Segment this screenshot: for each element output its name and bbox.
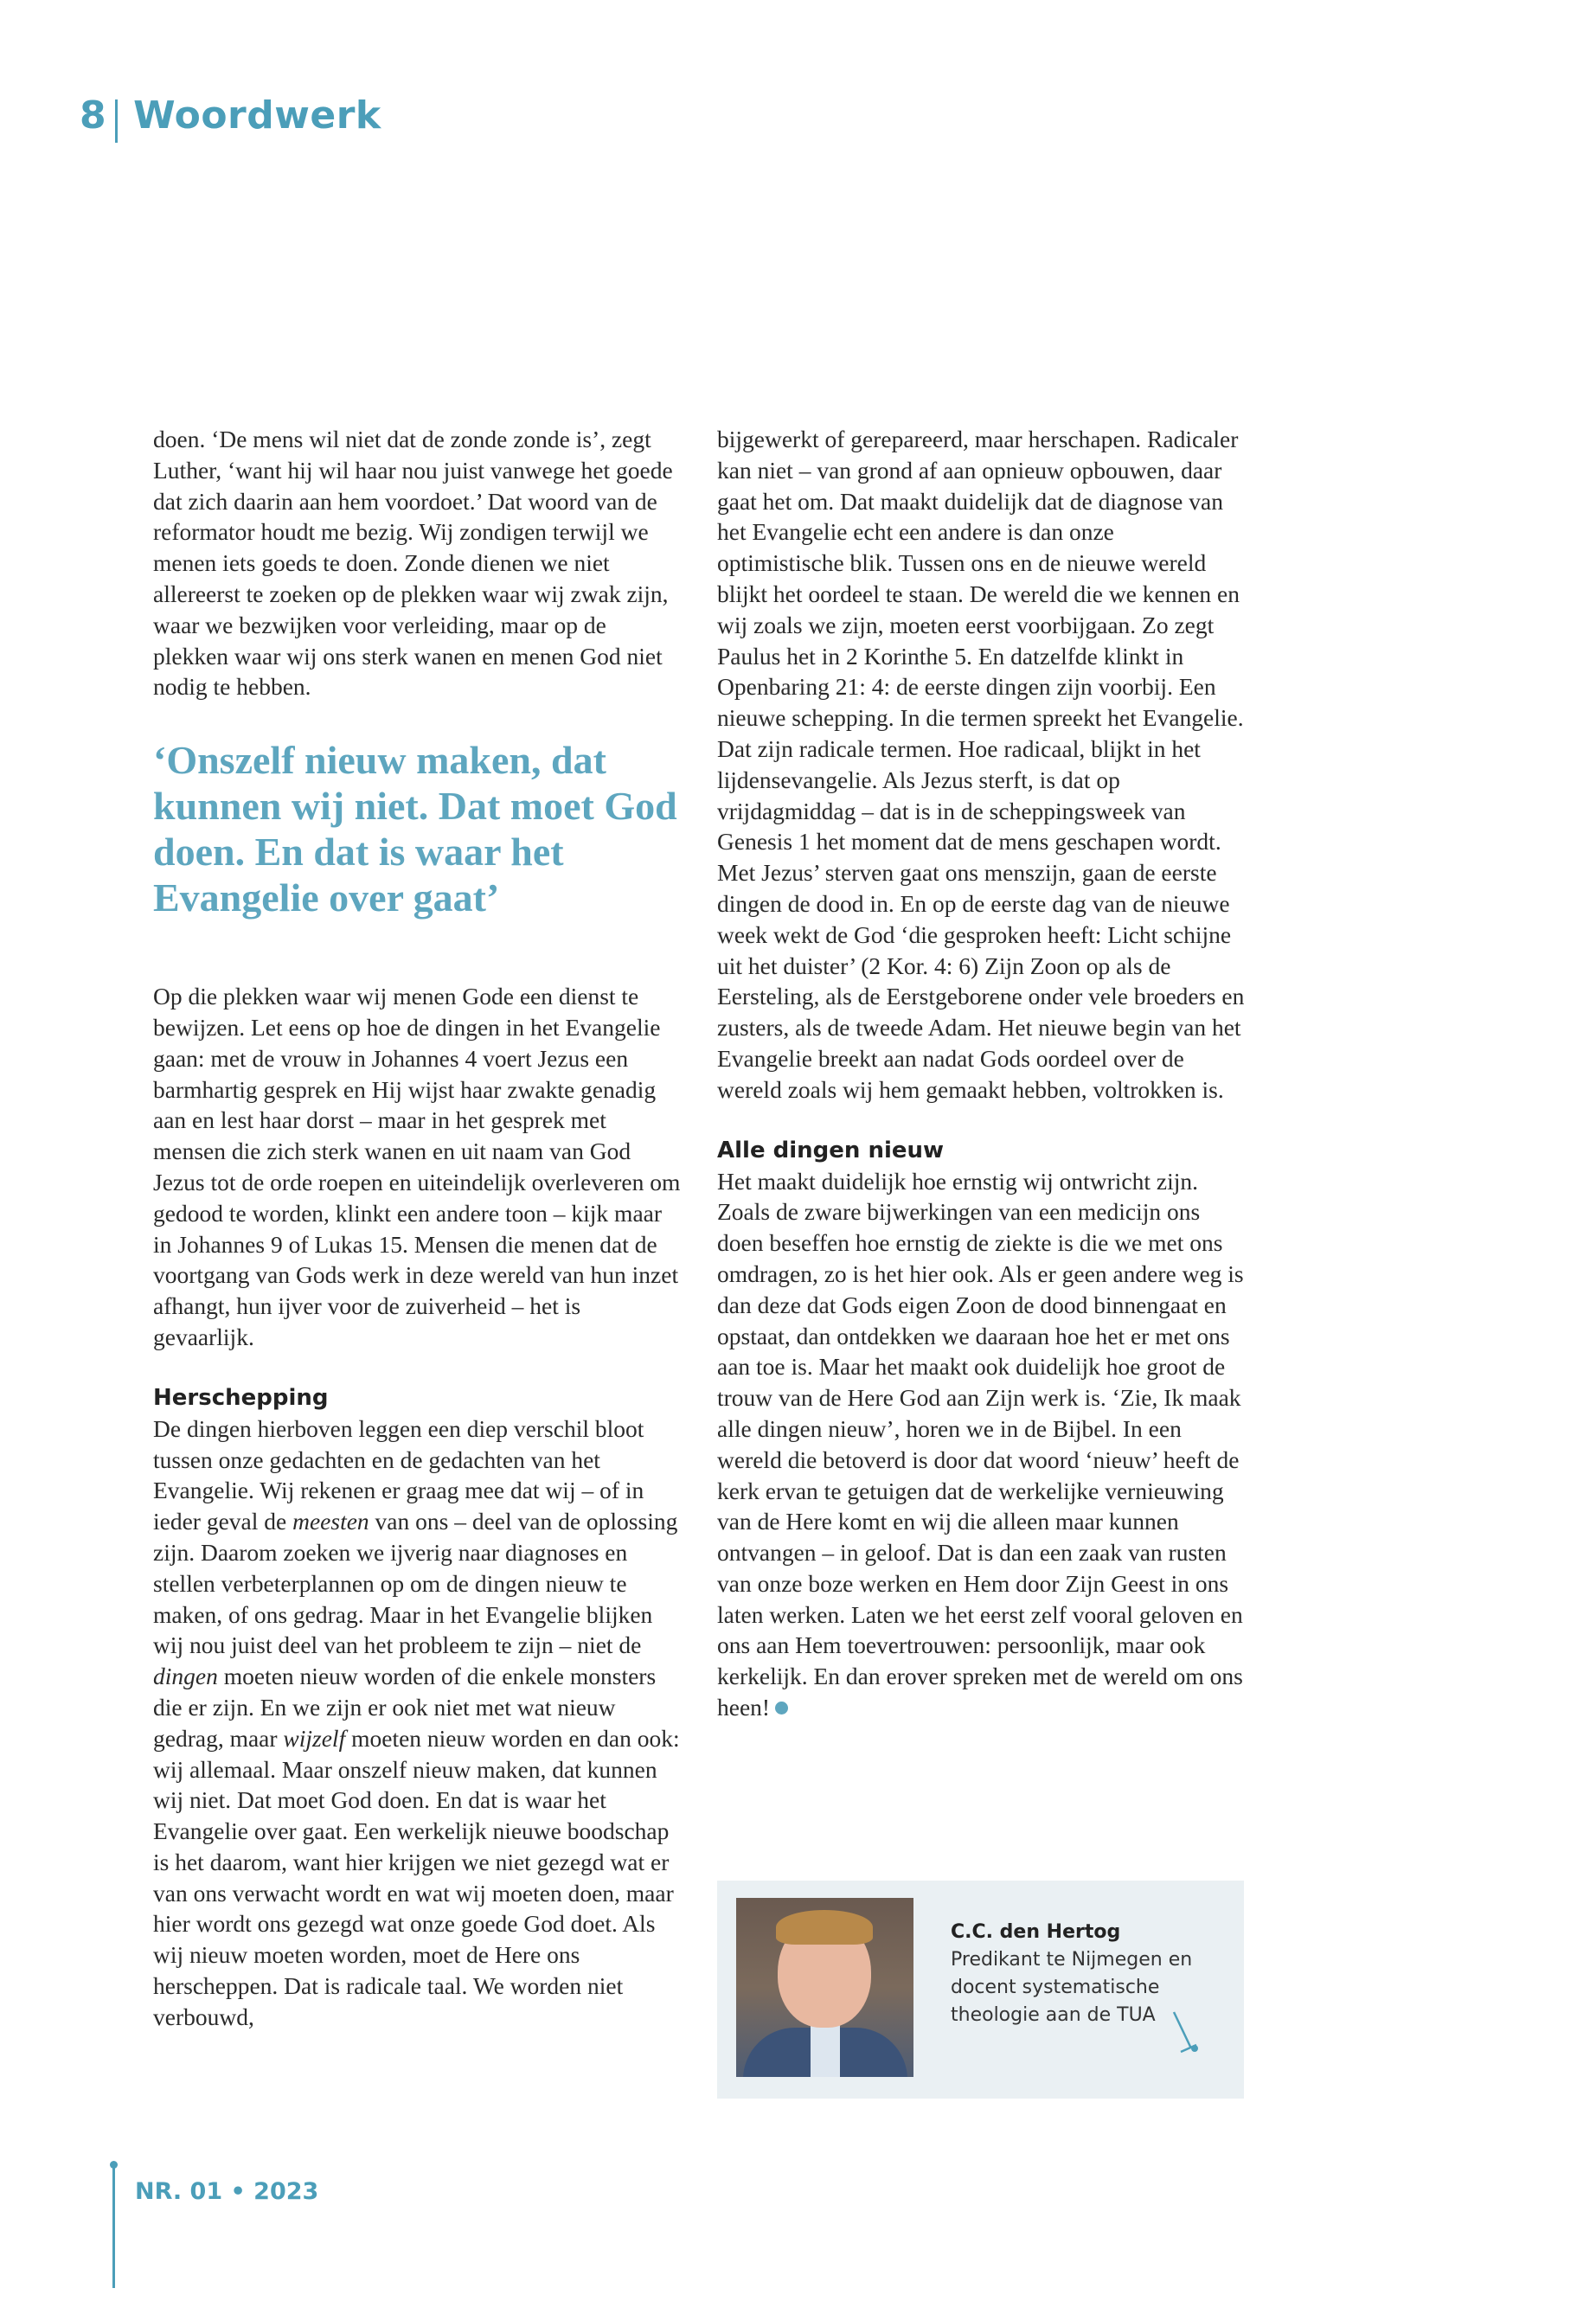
pull-quote: ‘Onszelf nieuw maken, dat kunnen wij niet. Dat moet God doen. En dat is waar het Evangelie over gaat’ <box>153 738 677 920</box>
subheading-alle-dingen-nieuw: Alle dingen nieuw <box>717 1137 945 1163</box>
author-role: Predikant te Nijmegen en docent systematische theologie aan de TUA <box>951 1949 1193 2026</box>
left-column <box>153 424 681 2033</box>
footer-divider <box>112 2163 115 2288</box>
body-paragraph: De dingen hierboven leggen een diep verschil bloot tussen onze gedachten en de gedachten van het Evangelie. Wij rekenen er graag mee dat wij – of in ieder geval de meesten van ons – deel van de oplossing zijn. Daarom zoeken we ijverig naar diagnoses en stellen verbeterplannen op om de dingen nieuw te maken, of ons gedrag. Maar in het Evangelie blijken wij nou juist deel van het probleem te zijn – niet de dingen moeten nieuw worden of die enkele monsters die er zijn. En we zijn er ook niet met wat nieuw gedrag, maar wijzelf moeten nieuw worden en dan ook: wij allemaal. Maar onszelf nieuw maken, dat kunnen wij niet. Dat moet God doen. En dat is waar het Evangelie over gaat. Een werkelijk nieuwe boodschap is het daarom, want hier krijgen we niet gezegd wat er van ons verwacht wordt en wat wij moeten doen, maar hier wordt ons gezegd wat onze goede God doet. Als wij nieuw moeten worden, moet de Here ons herscheppen. Dat is radicale taal. We worden niet verbouwd, <box>153 1414 680 2030</box>
body-paragraph: Het maakt duidelijk hoe ernstig wij ontwricht zijn. Zoals de zware bijwerkingen van een medicijn ons doen beseffen hoe ernstig de ziekte is die we met ons omdragen, zo is het hier ook. Als er geen andere weg is dan deze dat Gods eigen Zoon de dood binnengaat en opstaat, dan ontdekken we daaraan hoe het er met ons aan toe is. Maar het maakt ook duidelijk hoe groot de trouw van de Here God aan Zijn werk is. ‘Zie, Ik maak alle dingen nieuw’, horen we in de Bijbel. In een wereld die betoverd is door dat woord ‘nieuw’ heeft de kerk ervan te getuigen dat de werkelijke vernieuwing van de Here komt en wij die alleen maar kunnen ontvangen – in geloof. Dat is dan een zaak van rusten van onze boze werken en Hem door Zijn Geest in ons laten werken. Laten we het eerst zelf vooral geloven en ons aan Hem toevertrouwen: persoonlijk, maar ook kerkelijk. En dan erover spreken met de wereld om ons heen! <box>717 1167 1244 1721</box>
page-header <box>80 93 381 138</box>
emphasis: wijzelf <box>283 1724 346 1752</box>
section-title: Woordwerk <box>133 93 381 138</box>
header-divider <box>115 99 118 143</box>
emphasis: meesten <box>292 1508 369 1535</box>
author-box <box>717 1881 1244 2099</box>
right-column <box>717 424 1245 1723</box>
end-mark-dot <box>775 1702 788 1715</box>
body-paragraph: Op die plekken waar wij menen Gode een dienst te bewijzen. Let eens op hoe de dingen in het Evangelie gaan: met de vrouw in Johannes 4 voert Jezus een barmhartig gesprek en Hij wijst haar zwakte genadig aan en lest haar dorst – maar in het gesprek met mensen die zich sterk wanen en uit naam van God Jezus tot de orde roepen en uiteindelijk overleveren om gedood te worden, klinkt een andere toon – kijk maar in Johannes 9 of Lukas 15. Mensen die menen dat de voortgang van Gods werk in deze wereld van hun inzet afhangt, hun ijver voor de zuiverheid – het is gevaarlijk. <box>153 983 681 1350</box>
subheading-herschepping: Herschepping <box>153 1384 329 1411</box>
decorative-pointer-icon <box>1169 2009 1203 2061</box>
emphasis: dingen <box>153 1663 218 1690</box>
author-photo <box>736 1898 913 2077</box>
author-name: C.C. den Hertog <box>951 1921 1121 1943</box>
body-paragraph: doen. ‘De mens wil niet dat de zonde zonde is’, zegt Luther, ‘want hij wil haar nou juist vanwege het goede dat zich daarin aan hem voordoet.’ Dat woord van de reformator houdt me bezig. Wij zondigen terwijl we menen iets goeds te doen. Zonde dienen we niet allereerst te zoeken op de plekken waar wij zwak zijn, waar we bezwijken voor verleiding, maar op de plekken waar wij ons sterk wanen en menen God niet nodig te hebben. <box>153 426 673 701</box>
page-number: 8 <box>80 93 107 138</box>
body-paragraph: bijgewerkt of gerepareerd, maar herschapen. Radicaler kan niet – van grond af aan opnieuw opbouwen, daar gaat het om. Dat maakt duidelijk dat de diagnose van het Evangelie echt een andere is dan onze optimistische blik. Tussen ons en de nieuwe wereld blijkt het oordeel te staan. De wereld die we kennen en wij zoals we zijn, moeten eerst voorbijgaan. Zo zegt Paulus het in 2 Korinthe 5. En datzelfde klinkt in Openbaring 21: 4: de eerste dingen zijn voorbij. Een nieuwe schepping. In die termen spreekt het Evangelie. Dat zijn radicale termen. Hoe radicaal, blijkt in het lijdensevangelie. Als Jezus sterft, is dat op vrijdagmiddag – dat is in de scheppingsweek van Genesis 1 het moment dat de mens geschapen wordt. Met Jezus’ sterven gaat ons menszijn, gaan de eerste dingen de dood in. En op de eerste dag van de nieuwe week wekt de God ‘die gesproken heeft: Licht schijne uit het duister’ (2 Kor. 4: 6) Zijn Zoon op als de Eersteling, als de Eerstgeborene onder vele broeders en zusters, als de tweede Adam. Het nieuwe begin van het Evangelie breekt aan nadat Gods oordeel over de wereld zoals wij hem gemaakt hebben, voltrokken is. <box>717 426 1245 1103</box>
issue-number: NR. 01 • 2023 <box>135 2178 319 2205</box>
